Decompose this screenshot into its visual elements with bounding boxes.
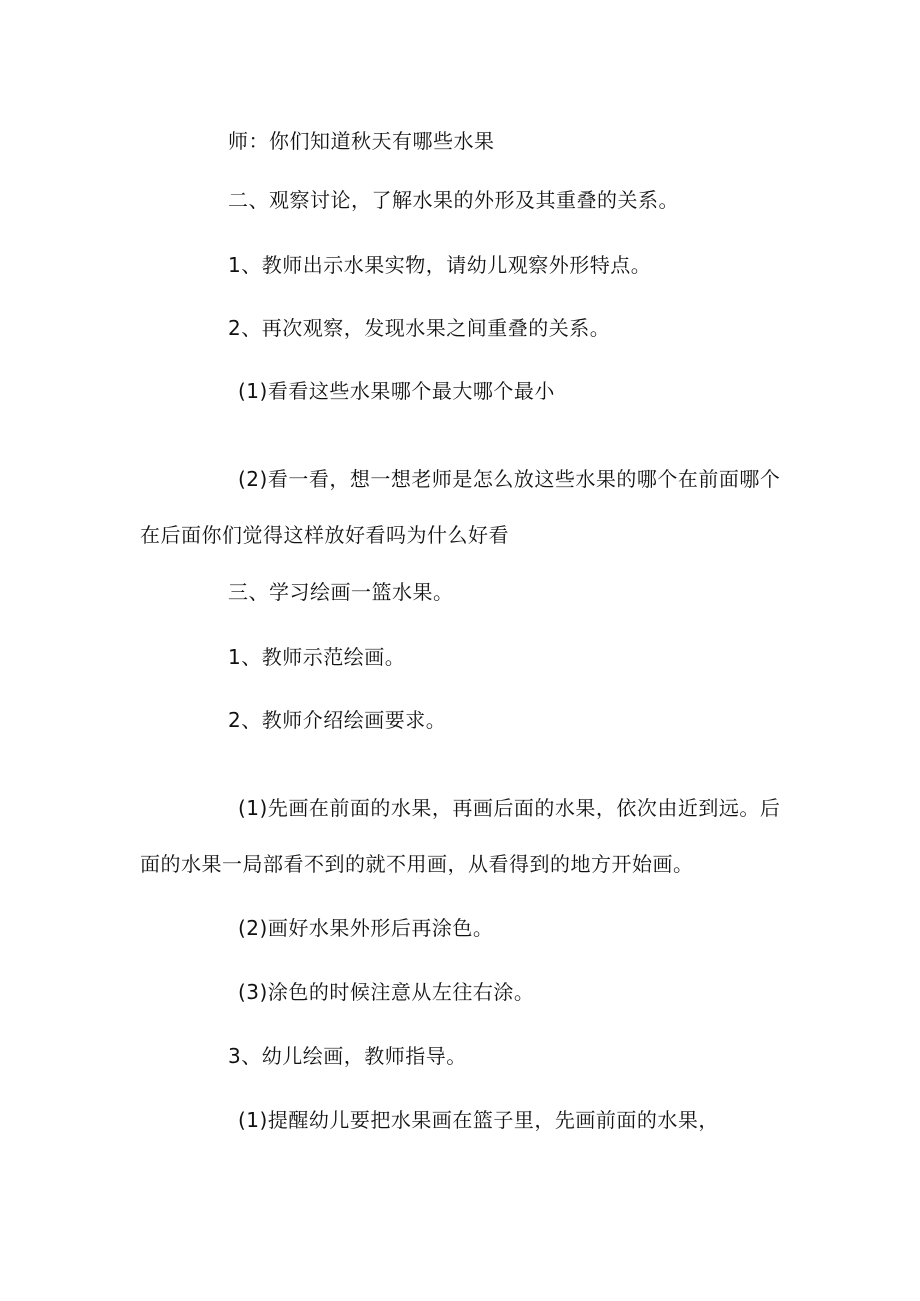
text-line-requirement-1-part2: 面的水果一局部看不到的就不用画，从看得到的地方开始画。: [140, 852, 694, 876]
text-line-substep-2-part2: 在后面你们觉得这样放好看吗为什么好看: [140, 523, 509, 547]
text-line-substep-1: (1)看看这些水果哪个最大哪个最小: [238, 379, 555, 403]
text-line-requirement-3: (3)涂色的时候注意从左往右涂。: [238, 980, 535, 1004]
text-line-step-2: 2、再次观察，发现水果之间重叠的关系。: [228, 316, 611, 340]
text-line-requirement-1-part1: (1)先画在前面的水果，再画后面的水果，依次由近到远。后: [238, 796, 781, 820]
text-line-substep-2-part1: (2)看一看，想一想老师是怎么放这些水果的哪个在前面哪个: [238, 467, 781, 491]
text-line-teacher-question: 师：你们知道秋天有哪些水果: [228, 129, 495, 153]
text-line-step-1: 1、教师出示水果实物，请幼儿观察外形特点。: [228, 253, 652, 277]
text-line-demo-drawing: 1、教师示范绘画。: [228, 645, 406, 669]
text-line-reminder-1: (1)提醒幼儿要把水果画在篮子里，先画前面的水果，: [238, 1108, 719, 1132]
section-heading-observe-discuss: 二、观察讨论，了解水果的外形及其重叠的关系。: [228, 188, 679, 212]
text-line-drawing-requirements: 2、教师介绍绘画要求。: [228, 708, 447, 732]
text-line-children-drawing: 3、幼儿绘画，教师指导。: [228, 1044, 467, 1068]
section-heading-learn-drawing: 三、学习绘画一篮水果。: [228, 580, 454, 604]
text-line-requirement-2: (2)画好水果外形后再涂色。: [238, 916, 494, 940]
